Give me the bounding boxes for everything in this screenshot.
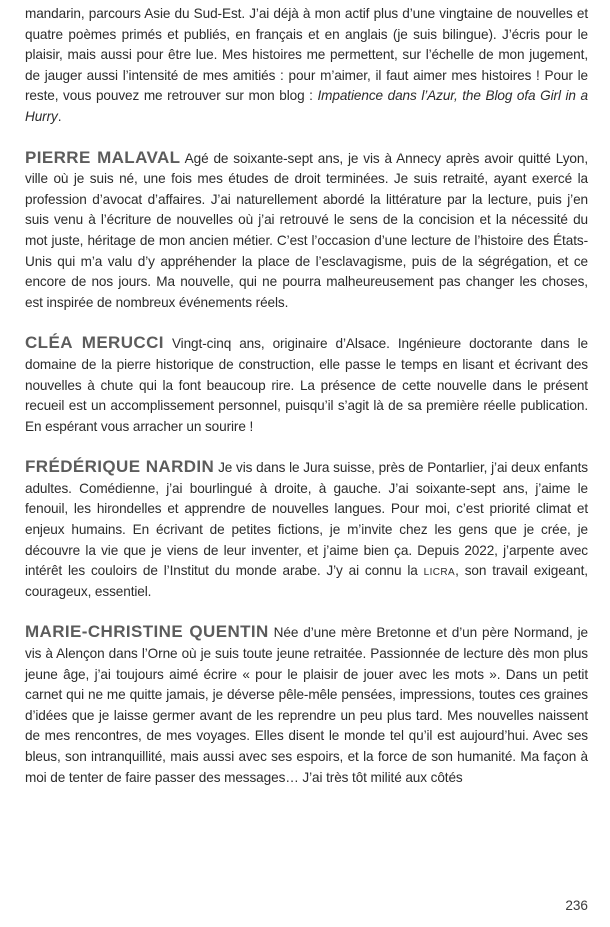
bio-entry-marie-christine-quentin (25, 622, 588, 788)
page-body (25, 4, 588, 788)
author-name: CLÉA MERUCCI (25, 333, 164, 353)
author-name: FRÉDÉRIQUE NARDIN (25, 457, 215, 477)
bio-entry-continued (25, 4, 588, 128)
organization-acronym: licra (423, 563, 456, 579)
bio-entry-clea-merucci (25, 333, 588, 437)
bio-entry-frederique-nardin (25, 457, 588, 602)
bio-text: Née d’une mère Bretonne et d’un père Normand, je vis à Alençon dans l’Orne où je suis toute jeune retraitée. Passionnée de lecture dès mon plus jeune âge, j’ai toujours aimé écrire « pour le plaisir de jouer avec les mots ». Dans un petit carnet qui ne me quitte jamais, je déverse pêle-mêle pensées, impressions, toutes ces graines d’idées que je laisse germer avant de les reprendre un peu plus tard. Mes nouvelles naissent de mes rencontres, de mes voyages. Elles disent le monde tel qu’il est aujourd’hui. Avec ses bleus, son intranquillité, mais aussi avec ses espoirs, et la force de son humanité. Ma façon à moi de tenter de faire passer des messages… J’ai très tôt milité aux côtés (25, 625, 588, 785)
bio-text: Agé de soixante-sept ans, je vis à Annecy après avoir quitté Lyon, ville où je suis né, une fois mes études de droit terminées. Je suis retraité, ayant exercé la profession d’avocat d’affaires. J’ai naturellement abordé la littérature par la lecture, puis j’en suis venu à l’écriture de nouvelles où j’ai retrouvé le sens de la concision et la nécessité du mot juste, héritage de mon ancien métier. C’est l’occasion d’une lecture de l’histoire des États-Unis qui m’a valu d’y appréhender la place de l’esclavagisme, puis de la ségrégation, et ce encore de nos jours. Ma nouvelle, qui ne pourra malheureusement pas changer les choses, est inspirée de nombreux événements réels. (25, 150, 588, 310)
author-name: MARIE-CHRISTINE QUENTIN (25, 622, 269, 642)
bio-text: Vingt-cinq ans, originaire d’Alsace. Ingénieure doctorante dans le domaine de la pierre historique de construction, elle passe le temps en lisant et écrivant des nouvelles à chute qui la font beaucoup rire. La présence de cette nouvelle dans le présent recueil est un accomplissement personnel, puisqu’il s’agit là de sa première réelle publication. En espérant vous arracher un sourire ! (25, 336, 588, 434)
bio-entry-pierre-malaval (25, 148, 588, 314)
bio-text-before: Je vis dans le Jura suisse, près de Pontarlier, j’ai deux enfants adultes. Comédienne, j’ai bourlingué à droite, à gauche. J’ai soixante-sept ans, j’aime le fenouil, les hirondelles et apprendre de nouvelles langues. Pour moi, c’est priorité climat et enjeux humains. En écrivant de petites fictions, je m’invite chez les gens que je crée, je découvre la vie que je viens de leur inventer, et j’aime bien ça. Depuis 2022, j’arpente avec intérêt les couloirs de l’Institut du monde arabe. J’y ai connu la (25, 460, 588, 579)
bio-text-after: . (57, 108, 62, 124)
author-name: PIERRE MALAVAL (25, 147, 181, 167)
bio-text-after: , son travail exigeant, courageux, essentiel. (25, 563, 588, 599)
page-number: 236 (565, 898, 588, 913)
bio-text-before: mandarin, parcours Asie du Sud-Est. J’ai déjà à mon actif plus d’une vingtaine de nouvelles et quatre poèmes primés et publiés, en français et en anglais (je suis bilingue). J’écris pour le plaisir, mais aussi pour être lue. Mes histoires me permettent, sur l’échelle de mon jugement, de jauger aussi l’intensité de mes amitiés : pour m’aimer, il faut aimer mes histoires ! Pour le reste, vous pouvez me retrouver sur mon blog : (25, 6, 588, 104)
blog-title: Impatience dans l’Azur, the Blog ofa Girl in a Hurry (25, 88, 588, 124)
